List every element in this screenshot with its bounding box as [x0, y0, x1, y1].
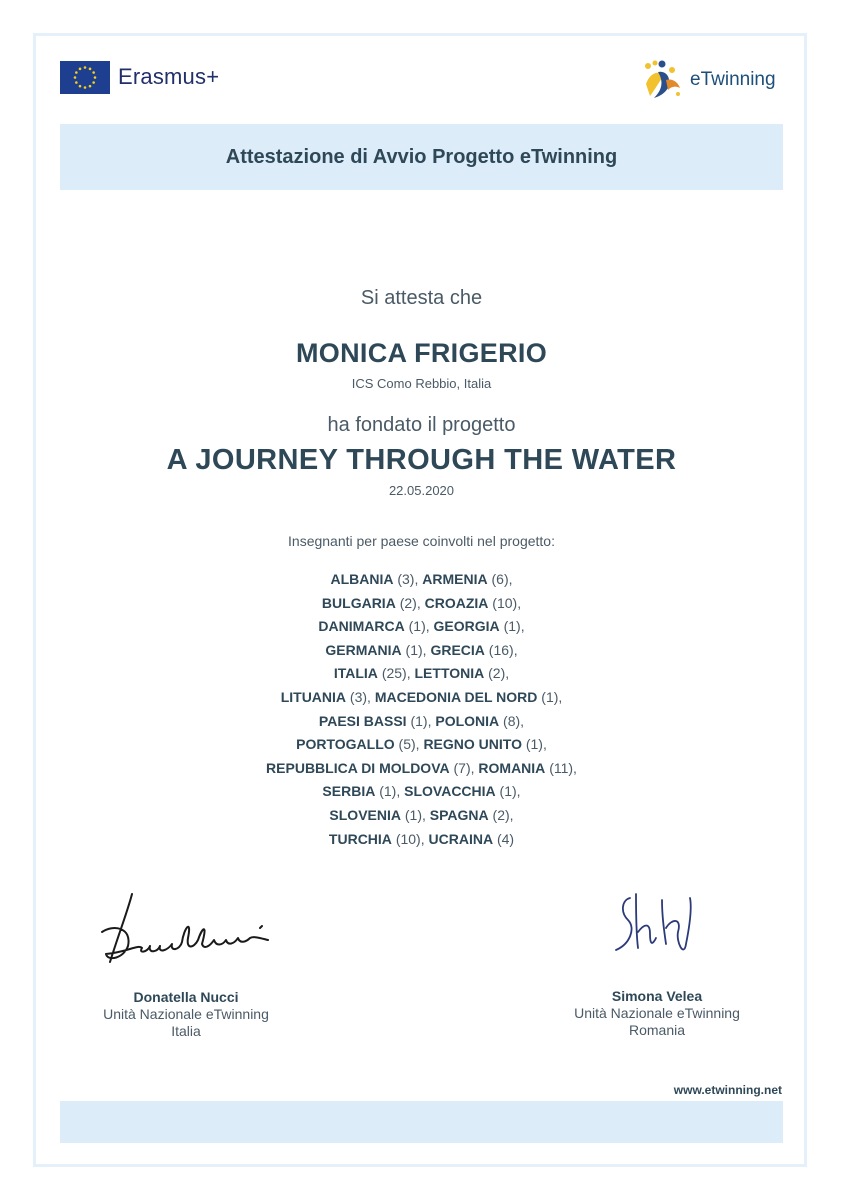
- country-name: LITUANIA: [280, 688, 347, 705]
- country-name: MACEDONIA DEL NORD: [374, 688, 538, 705]
- country-count: (4): [496, 830, 515, 847]
- country-count: (1): [379, 783, 397, 800]
- country-name: SPAGNA: [429, 806, 489, 823]
- country-count: (10): [492, 594, 518, 611]
- country-count: (6): [491, 571, 509, 587]
- country-name: REPUBBLICA DI MOLDOVA: [266, 759, 450, 776]
- eu-star: [92, 71, 95, 74]
- country-name: POLONIA: [435, 712, 500, 729]
- signatory-country: Italia: [171, 1023, 201, 1039]
- country-count: (25): [381, 665, 407, 682]
- eu-flag-icon: [60, 61, 110, 94]
- country-line: PAESI BASSI (1), POLONIA (8),: [318, 712, 525, 729]
- country-name: SERBIA: [322, 783, 376, 800]
- attest-text: Si attesta che: [360, 287, 483, 309]
- certificate-title: Attestazione di Avvio Progetto eTwinning: [225, 145, 618, 168]
- country-count: (2): [488, 665, 506, 682]
- signature-left: [98, 888, 270, 968]
- country-name: UCRAINA: [428, 830, 494, 847]
- signature-right: [606, 888, 700, 960]
- country-count: (7): [453, 759, 471, 776]
- country-line: SERBIA (1), SLOVACCHIA (1),: [322, 783, 521, 800]
- country-line: ALBANIA (3), ARMENIA (6),: [330, 571, 513, 587]
- country-count: (5): [398, 736, 416, 753]
- country-line: GERMANIA (1), GRECIA (16),: [325, 641, 518, 658]
- signatory-country: Romania: [628, 1022, 686, 1038]
- signatory-name: Simona Velea: [611, 988, 703, 1004]
- country-line: TURCHIA (10), UCRAINA (4): [328, 830, 515, 847]
- signatory-role: Unità Nazionale eTwinning: [103, 1006, 269, 1022]
- signatory-role: Unità Nazionale eTwinning: [574, 1005, 740, 1021]
- country-count: (10): [395, 830, 421, 847]
- teachers-label: Insegnanti per paese coinvolti nel progetto:: [288, 533, 555, 549]
- country-count: (2): [399, 594, 417, 611]
- footer-band: [60, 1101, 783, 1143]
- country-line: REPUBBLICA DI MOLDOVA (7), ROMANIA (11),: [266, 759, 577, 776]
- project-title: A JOURNEY THROUGH THE WATER: [166, 444, 677, 476]
- country-list: [60, 568, 783, 851]
- title-band: [60, 124, 783, 190]
- country-count: (2): [492, 806, 510, 823]
- country-name: TURCHIA: [328, 830, 392, 847]
- erasmus-logo-text: Erasmus+: [118, 64, 220, 89]
- country-name: BULGARIA: [321, 594, 396, 611]
- country-count: (1): [525, 736, 543, 753]
- country-count: (1): [541, 688, 559, 705]
- etwinning-figures-icon: [640, 58, 684, 102]
- country-count: (16): [488, 641, 514, 658]
- country-name: ROMANIA: [478, 759, 546, 776]
- country-name: SLOVACCHIA: [404, 783, 496, 800]
- eu-star: [84, 66, 87, 69]
- country-name: PAESI BASSI: [318, 712, 407, 729]
- eu-star: [84, 86, 87, 89]
- eu-star: [74, 76, 77, 79]
- country-line: SLOVENIA (1), SPAGNA (2),: [329, 806, 514, 823]
- signatory-name: Donatella Nucci: [133, 989, 239, 1005]
- eu-star: [79, 84, 82, 87]
- website-link[interactable]: www.etwinning.net: [673, 1083, 782, 1097]
- signatory-right: [556, 988, 758, 1039]
- eu-star: [79, 67, 82, 70]
- country-name: GERMANIA: [325, 641, 402, 658]
- eu-star: [75, 71, 78, 74]
- country-name: CROAZIA: [424, 594, 489, 611]
- country-name: ARMENIA: [422, 571, 488, 587]
- eu-star: [75, 81, 78, 84]
- country-name: ALBANIA: [330, 571, 394, 587]
- country-count: (11): [549, 759, 574, 776]
- country-name: LETTONIA: [414, 665, 485, 682]
- founded-text: ha fondato il progetto: [327, 414, 516, 436]
- country-line: BULGARIA (2), CROAZIA (10),: [321, 594, 522, 611]
- country-count: (3): [349, 688, 368, 705]
- etwinning-logo-text: eTwinning: [690, 69, 776, 90]
- recipient-name: MONICA FRIGERIO: [296, 338, 547, 368]
- country-line: LITUANIA (3), MACEDONIA DEL NORD (1),: [280, 688, 563, 705]
- signatory-left: [80, 989, 292, 1040]
- eu-star: [89, 84, 92, 87]
- country-count: (8): [503, 712, 521, 729]
- country-line: DANIMARCA (1), GEORGIA (1),: [318, 618, 525, 635]
- country-name: GEORGIA: [433, 618, 500, 635]
- country-count: (1): [408, 618, 426, 635]
- country-count: (3): [397, 571, 415, 587]
- eu-star: [89, 67, 92, 70]
- country-name: DANIMARCA: [318, 618, 405, 635]
- recipient-school: ICS Como Rebbio, Italia: [351, 376, 492, 391]
- country-name: PORTOGALLO: [296, 736, 395, 753]
- country-count: (1): [404, 806, 423, 823]
- etwinning-logo: [640, 58, 776, 102]
- eu-star: [94, 76, 97, 79]
- project-date: 22.05.2020: [388, 483, 455, 498]
- country-count: (1): [503, 618, 521, 635]
- country-name: GRECIA: [430, 641, 485, 658]
- country-name: SLOVENIA: [329, 806, 401, 823]
- country-line: PORTOGALLO (5), REGNO UNITO (1),: [296, 736, 547, 753]
- country-name: ITALIA: [333, 665, 378, 682]
- country-name: REGNO UNITO: [423, 736, 522, 753]
- erasmus-logo: [60, 60, 219, 94]
- country-count: (1): [410, 712, 428, 729]
- eu-star: [92, 81, 95, 84]
- country-line: ITALIA (25), LETTONIA (2),: [333, 665, 510, 682]
- country-count: (1): [499, 783, 517, 800]
- country-count: (1): [405, 641, 423, 658]
